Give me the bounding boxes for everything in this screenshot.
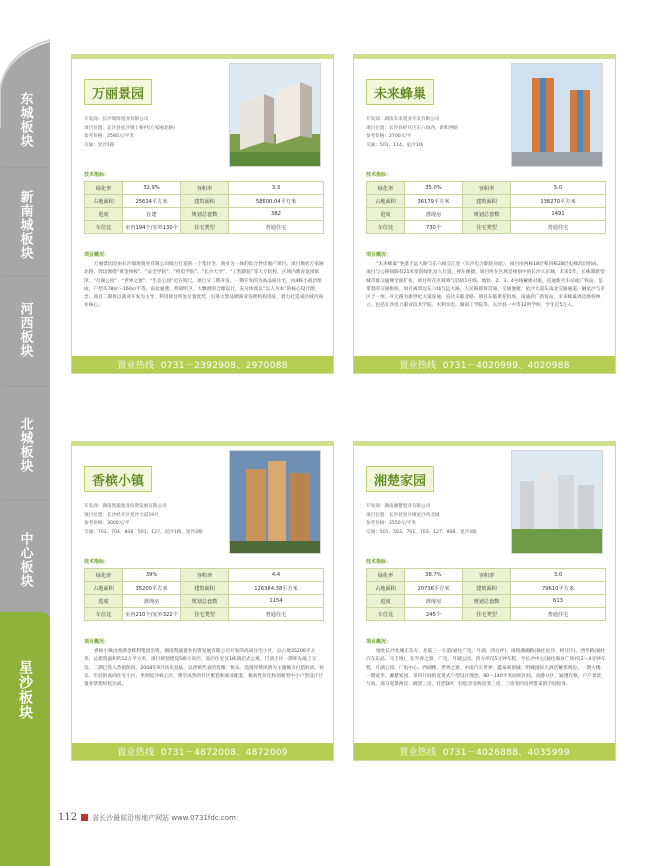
parking-value: 室内194个/室外130个: [123, 221, 181, 234]
project-title: 未来蜂巢: [366, 79, 434, 105]
tech-table: [84, 568, 324, 621]
hotline-label: 置业热线: [399, 361, 437, 371]
project-card-xiangbin: [71, 441, 334, 761]
table-row: [367, 608, 606, 621]
table-key: 绿化率: [85, 569, 123, 582]
tab-label: 星沙板块: [17, 660, 33, 720]
greening-value: 39%: [123, 569, 181, 582]
project-title: 万丽景园: [84, 79, 152, 105]
transport: 交通：501、114、星沙1线: [366, 142, 424, 148]
card-top-bar: [72, 442, 333, 446]
table-row: [85, 582, 324, 595]
build-area-value: 126384.38平方米: [229, 582, 324, 595]
table-key: 住宅类型: [463, 221, 511, 234]
hotline-number: 0731－4020999、4020988: [442, 361, 570, 371]
tab-label: 新南城板块: [17, 190, 33, 260]
tech-label: 技术指标：: [84, 172, 110, 178]
card-top-bar: [354, 55, 615, 59]
hotline-label: 置业热线: [117, 748, 155, 758]
developer: 开发商：湖南未来置业开发有限公司: [366, 117, 440, 122]
hotline-label: 置业热线: [117, 361, 155, 371]
table-key: 建筑面积: [463, 195, 511, 208]
side-tab-bar: [0, 0, 50, 866]
overview-label: 项目概况：: [84, 639, 110, 645]
table-key: 规划总套数: [181, 595, 229, 608]
progress-value: 在建: [123, 208, 181, 221]
table-key: 进度: [85, 208, 123, 221]
project-info: [366, 503, 506, 537]
table-key: 规划总套数: [463, 208, 511, 221]
tech-table: [366, 181, 606, 234]
project-info: [84, 503, 224, 537]
table-key: 容积率: [463, 182, 511, 195]
table-key: 住宅类型: [181, 221, 229, 234]
households-value: 1491: [511, 208, 606, 221]
project-card-wanli: [71, 54, 334, 374]
tab-label: 东城板块: [17, 92, 33, 148]
table-key: 占地面积: [85, 195, 123, 208]
overview-label: 项目概况：: [366, 639, 392, 645]
overview-text: “未来蜂巢”坐落于远大路与东六线交汇处（长沙电力职院对面），项目由两栋18层和四栋28层电梯高层组成。项目与公路间隔有21米宽的绿化及人行道，停车便捷。项目所在区域是规划中的长沙大东城，未来5年，长株潭新型城市群交通网全面扩张，项目所在区域将与轻轨1号线、地铁、2、3、4号线紧密对接，直通新火车站或广铁站，是带着的交通枢纽。项目离周边东六线与远大路、人民路即将贯通，交通便捷；星沙大道东南北交通通道，融星沙与市区于一体；开元路为新世纪大道连通，直达关联北路。项目东临黄花机场，南通武广新客站，未来蜂巢周边胜校林立，包括长沙电力职业技术学院、水利水电、湖南工学院等，长沙县一中等12所学校，学生近5万人。: [366, 262, 606, 309]
tech-label: 技术指标：: [84, 559, 110, 565]
table-key: 车位比: [85, 608, 123, 621]
location: 项目位置：长沙县经开区东六线西、新和西路: [366, 125, 458, 131]
households-value: 613: [511, 595, 606, 608]
table-key: 建筑面积: [181, 582, 229, 595]
table-row: [85, 221, 324, 234]
build-area-value: 58600.04平方米: [229, 195, 324, 208]
table-key: 容积率: [181, 569, 229, 582]
hotline-label: 置业热线: [399, 748, 437, 758]
table-key: 进度: [367, 595, 405, 608]
table-row: [85, 569, 324, 582]
table-key: 规划总套数: [181, 208, 229, 221]
table-key: 建筑面积: [181, 195, 229, 208]
hotline-bar: [72, 356, 333, 373]
developer: 开发商：长沙瑞海置业有限公司: [84, 117, 149, 122]
table-key: 住宅类型: [181, 608, 229, 621]
land-area-value: 36179平方米: [405, 195, 463, 208]
parking-value: 245个: [405, 608, 463, 621]
page-footer: [58, 812, 236, 823]
tech-table: [84, 181, 324, 234]
table-row: [367, 582, 606, 595]
overview-text: 万丽景园是由长沙瑞海置业有限公司倾力打造的一个集住宅、商业为一体的综合性房地产项目。项目地处万家丽北路，周边围绕“黄金体校”、“安全学院”、“机电学院”、“长沙大学”、“工程职院”等大专院校，区域内教育氛围浓厚。“月湖公园”、“世界之窗”、“生态公园”近在咫尺。项目分二期开发，一期开发的为高品质住宅，由4栋小高层组成，户型从78㎡～160㎡不等，南北通透，明厨明卫，大飘窗的合理设计，充分体现以“以人为本”的核心设计理念。项目二期将以商业开发为主导，利用项目所处位置优势，引进大型品牌商业连锁机构进驻，着力打造成区域内商业核心。: [84, 262, 324, 309]
table-key: 规划总套数: [463, 595, 511, 608]
transport: 交通：703、704、808、501、127、星沙1路、星沙2路: [84, 529, 203, 535]
table-row: [367, 182, 606, 195]
hotline-number: 0731－4026888、4035999: [442, 748, 570, 758]
location: 项目位置：长沙经开区星沙大道19号: [84, 512, 159, 518]
project-info: [84, 116, 224, 150]
project-photo: [229, 63, 321, 167]
households-value: 1154: [229, 595, 324, 608]
tab-label: 北城板块: [17, 417, 33, 473]
plot-ratio-value: 5.0: [511, 182, 606, 195]
tab-label: 中心板块: [17, 532, 33, 588]
project-photo: [229, 450, 321, 554]
table-row: [85, 608, 324, 621]
tech-label: 技术指标：: [366, 172, 392, 178]
project-title: 香槟小镇: [84, 466, 152, 492]
tab-east-city[interactable]: [0, 85, 50, 155]
tab-xingsha[interactable]: [0, 640, 50, 740]
overview-label: 项目概况：: [84, 252, 110, 258]
households-value: 382: [229, 208, 324, 221]
plot-ratio-value: 3.0: [511, 569, 606, 582]
table-key: 容积率: [181, 182, 229, 195]
progress-value: 准现房: [405, 208, 463, 221]
tab-new-south-city[interactable]: [0, 180, 50, 270]
card-top-bar: [72, 55, 333, 59]
hotline-bar: [354, 356, 615, 373]
progress-value: 准现房: [405, 595, 463, 608]
table-key: 占地面积: [367, 195, 405, 208]
table-key: 车位比: [367, 221, 405, 234]
table-key: 占地面积: [85, 582, 123, 595]
table-key: 容积率: [463, 569, 511, 582]
tech-table: [366, 568, 606, 621]
tab-label: 河西板块: [17, 302, 33, 358]
developer: 开发商：湖南凯迪置业投资发展有限公司: [84, 504, 167, 509]
page-number: 112: [58, 812, 78, 823]
type-value: 普通住宅: [511, 608, 606, 621]
tab-hexi[interactable]: [0, 295, 50, 365]
project-title: 湘楚家园: [366, 466, 434, 492]
overview-text: 香槟小镇由香港金辉利集团出资，湖南凯迪置业投资发展有限公司开发的高尚住宅小区，总占地35200平方米，总建筑面积约12万平方米，项目规划建设5栋小高层、高层住宅及1栋酒店式公寓，目前小区一期率先竣工交房，二期已进入热销阶段。2008年9月快乐登陆，以香槟代表的优雅、快乐、浪漫异域风情为主题倾力打造时尚、快乐、年轻的高尚住宅小区，坐拥星沙核心区，尊享成熟的社区配套和商业配套，极高性价比和创新型中小户型设计让置业梦想轻松达成。: [84, 649, 324, 688]
price: 参考价格：2580元/平米: [84, 134, 134, 140]
table-key: 进度: [367, 208, 405, 221]
parking-value: 730个: [405, 221, 463, 234]
greening-value: 35.0%: [405, 182, 463, 195]
table-key: 建筑面积: [463, 582, 511, 595]
table-row: [367, 595, 606, 608]
tab-north-city[interactable]: [0, 405, 50, 485]
project-card-weilai: [353, 54, 616, 374]
hotline-number: 0731－2392908、2970088: [160, 361, 288, 371]
location: 项目位置：长沙县星沙镇星沙西北城: [366, 512, 440, 518]
table-key: 车位比: [367, 608, 405, 621]
tab-center[interactable]: [0, 525, 50, 595]
card-top-bar: [354, 442, 615, 446]
type-value: 普通住宅: [511, 221, 606, 234]
hotline-number: 0731－4872008、4872009: [160, 748, 288, 758]
build-area-value: 136270平方米: [511, 195, 606, 208]
table-row: [367, 569, 606, 582]
transport: 交通：星沙1路: [84, 142, 115, 148]
type-value: 普通住宅: [229, 221, 324, 234]
location: 项目位置：长沙县星沙镇土桥村(万家丽北路): [84, 125, 175, 131]
hotline-bar: [72, 743, 333, 760]
project-card-xiangchu: [353, 441, 616, 761]
tech-label: 技术指标：: [366, 559, 392, 565]
hotline-bar: [354, 743, 615, 760]
table-key: 住宅类型: [463, 608, 511, 621]
price: 参考价格：2700元/平: [366, 134, 412, 140]
transport: 交通：501、503、701、703、127、808、星沙3路: [366, 529, 477, 535]
footer-text: 省长沙最前沿房地产网站 www.0731fdc.com: [92, 813, 236, 822]
build-area-value: 79610平方米: [511, 582, 606, 595]
greening-value: 32.9%: [123, 182, 181, 195]
table-key: 绿化率: [367, 569, 405, 582]
logo-icon: [81, 814, 88, 821]
parking-value: 室内210个/室外322个: [123, 608, 181, 621]
table-key: 进度: [85, 595, 123, 608]
table-row: [367, 195, 606, 208]
price: 参考价格：2550元/平米: [366, 521, 416, 527]
table-key: 车位比: [85, 221, 123, 234]
project-photo: [511, 450, 603, 554]
land-area-value: 35200平方米: [123, 582, 181, 595]
table-key: 绿化率: [367, 182, 405, 195]
type-value: 普通住宅: [229, 608, 324, 621]
overview-label: 项目概况：: [366, 252, 392, 258]
land-area-value: 25614平方米: [123, 195, 181, 208]
project-info: [366, 116, 506, 150]
project-photo: [511, 63, 603, 167]
table-row: [85, 208, 324, 221]
table-row: [85, 195, 324, 208]
table-row: [85, 595, 324, 608]
table-row: [85, 182, 324, 195]
plot-ratio-value: 4.4: [229, 569, 324, 582]
plot-ratio-value: 3.3: [229, 182, 324, 195]
table-key: 占地面积: [367, 582, 405, 595]
greening-value: 38.7%: [405, 569, 463, 582]
progress-value: 准现房: [123, 595, 181, 608]
table-row: [367, 221, 606, 234]
overview-text: 地处长沙北城正东方，北临三一大道(通往广电、月湖、四方坪)，南接湘湘路(通往星沙、经开区)。西至路(通往汽车东站、马王堆)，东至养之窗，广电、月湖公园、四方坪仅5分钟车程，至长沙中心(通往商业广场)仅2～4分钟车程。月湖公园、广电中心、西湖楼、世界之窗、中南汽车世界、鑫泰商贸城、明城国际大酒店紧邻周边。一期大楼、一期爱华、湘楚家园，采用开间的宽景式户型设计理念，90～140平米面积区间，动静分区，通透有格，户户景景，与尚。部分宽景两房，阔景三房，任您DIY，轻松享受两房变三房，三房变四房所带来的空间惊喜。: [366, 649, 606, 688]
land-area-value: 20736平方米: [405, 582, 463, 595]
price: 参考价格：3000元/平: [84, 521, 130, 527]
developer: 开发商：湖南湘楚置业有限公司: [366, 504, 431, 509]
table-row: [367, 208, 606, 221]
table-key: 绿化率: [85, 182, 123, 195]
